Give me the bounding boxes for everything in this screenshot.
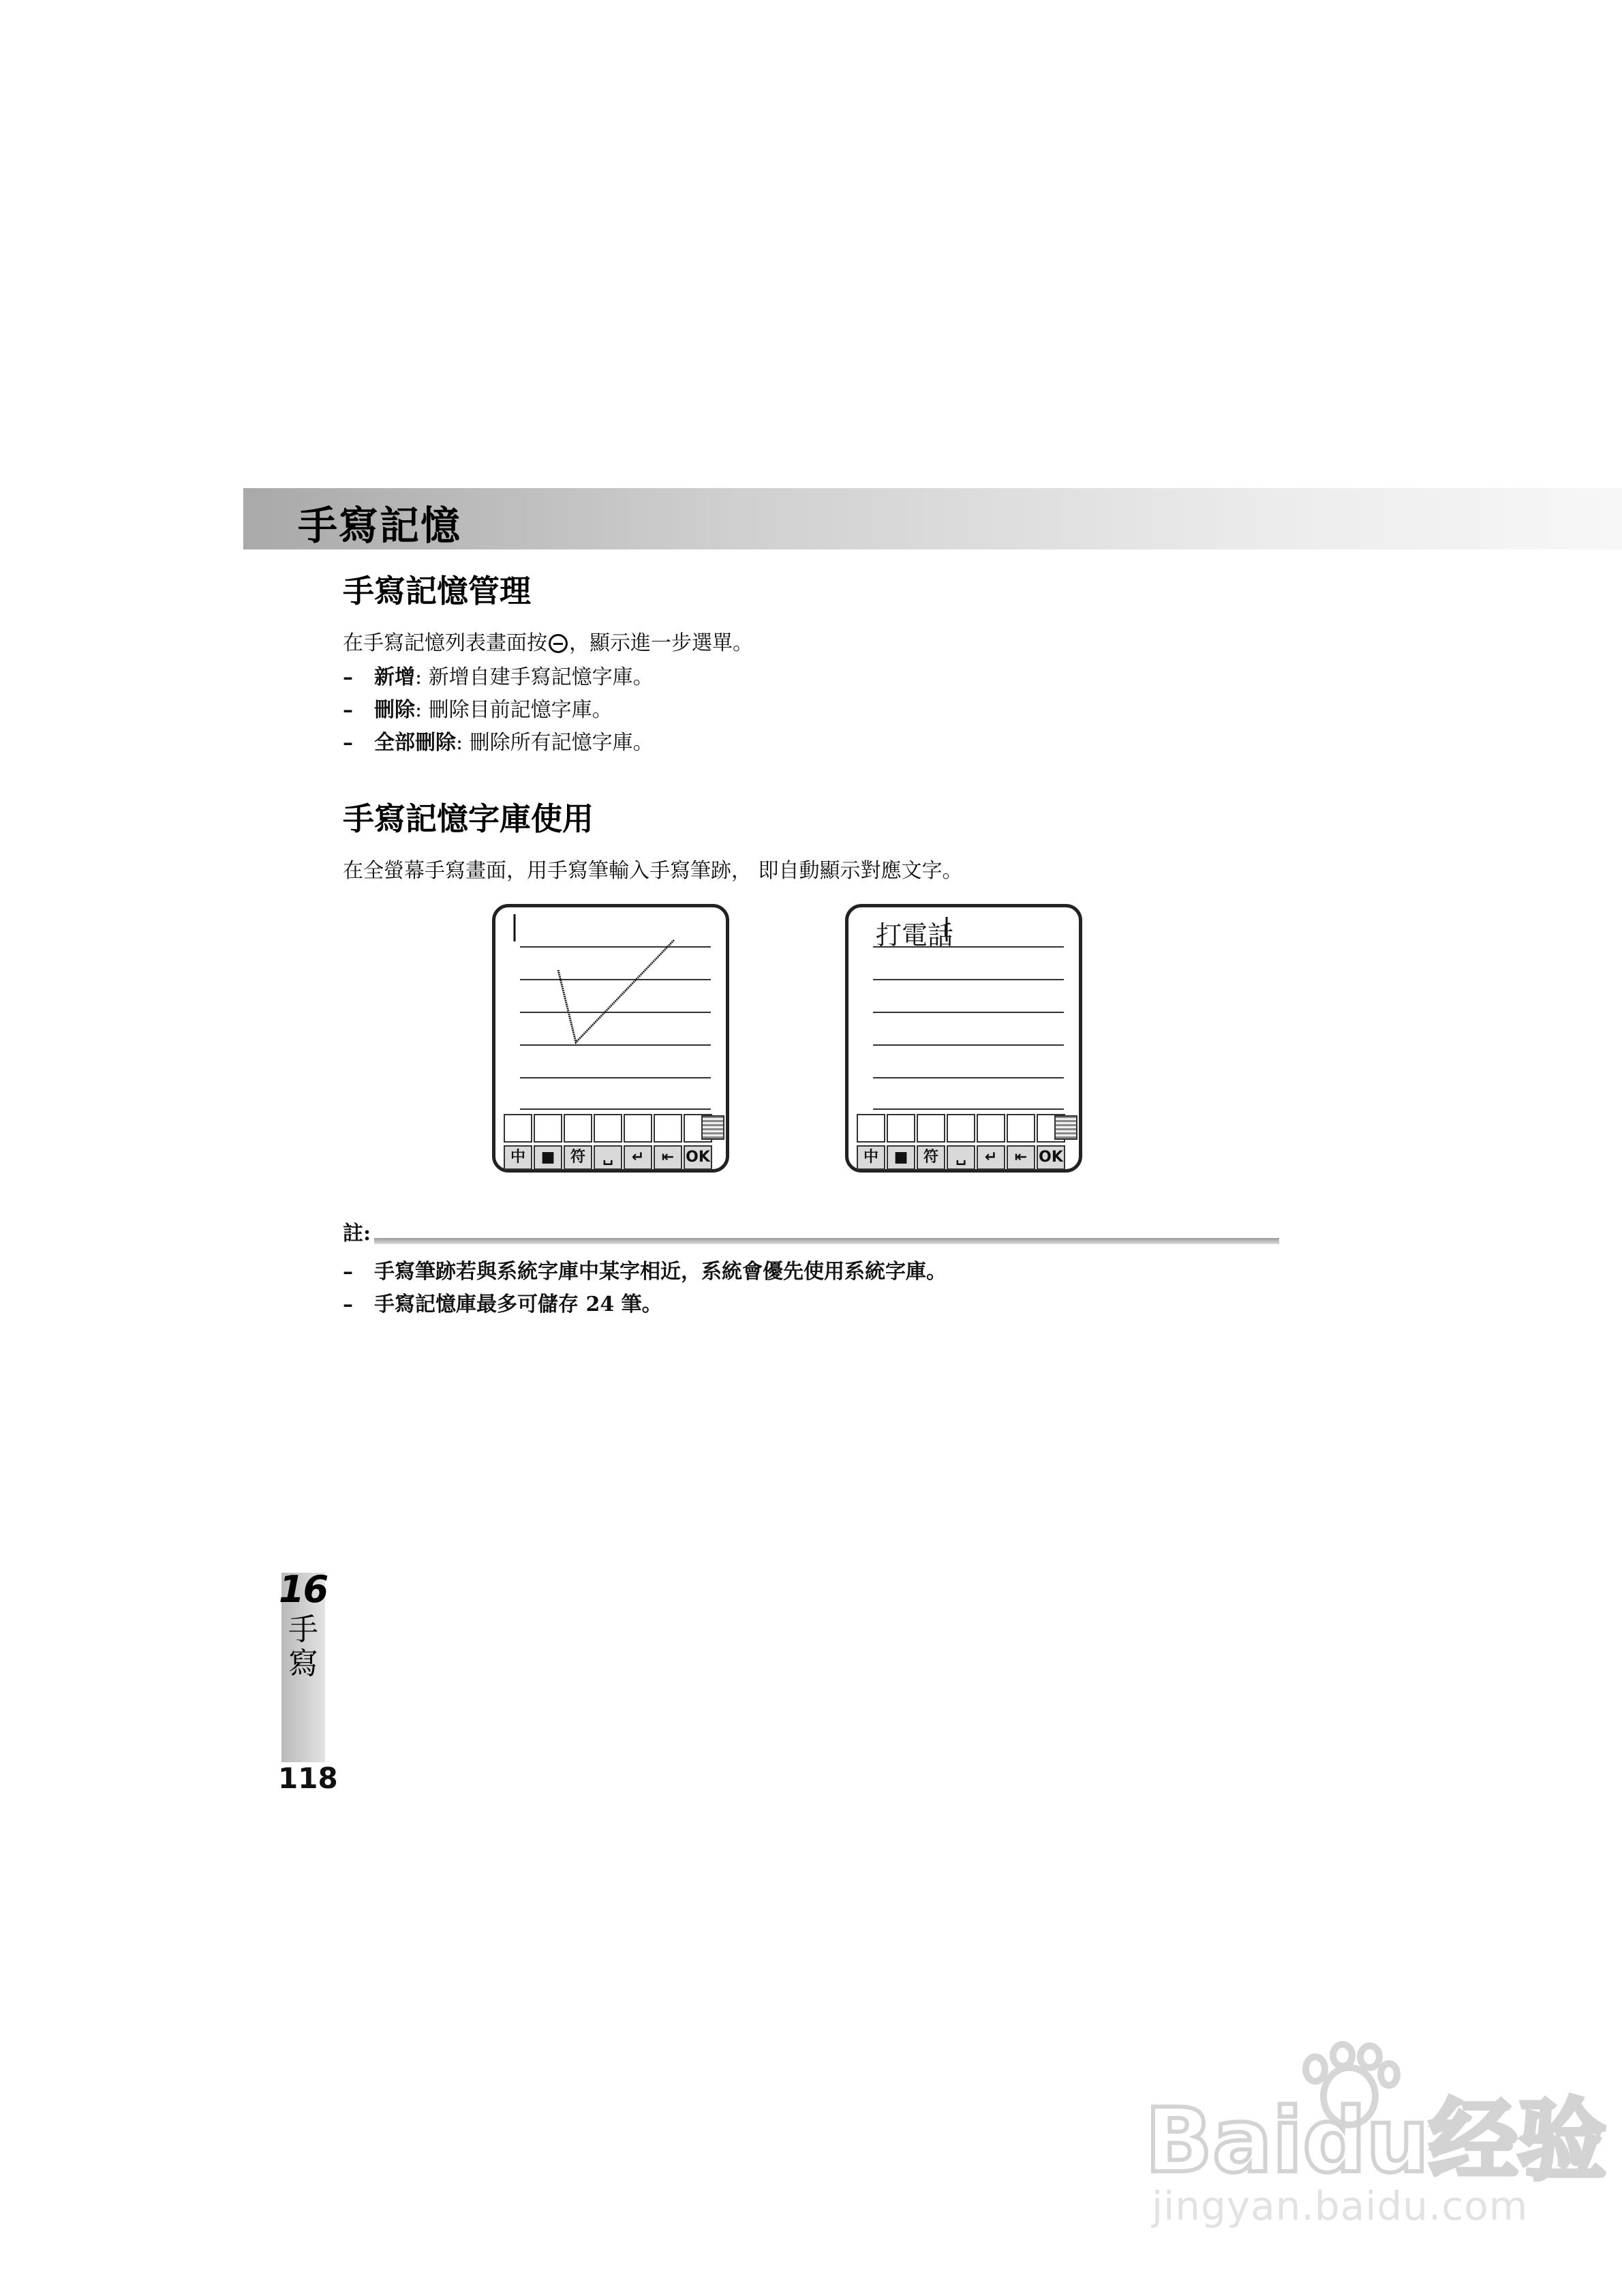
page-number: 118 — [278, 1762, 338, 1795]
recognized-text: 打電話 — [876, 920, 954, 950]
key-space[interactable]: ␣ — [594, 1145, 622, 1170]
key-enter[interactable]: ↵ — [977, 1145, 1005, 1170]
ruled-lines — [495, 907, 733, 1112]
item-term: 新增 — [374, 665, 415, 689]
handwriting-screen-right — [845, 904, 1082, 1173]
key-folder[interactable]: ■ — [534, 1145, 562, 1170]
candidate-cell[interactable] — [977, 1114, 1005, 1143]
manage-heading: 手寫記憶管理 — [343, 573, 531, 609]
candidate-cell[interactable] — [534, 1114, 562, 1143]
grid-icon[interactable] — [701, 1115, 724, 1140]
chapter-number: 16 — [279, 1568, 328, 1611]
candidate-cell[interactable] — [887, 1114, 915, 1143]
candidate-cell[interactable] — [857, 1114, 885, 1143]
note-text: 手寫記憶庫最多可儲存 24 筆。 — [374, 1293, 662, 1316]
key-symbol[interactable]: 符 — [917, 1145, 945, 1170]
manage-intro — [343, 630, 753, 657]
dash: – — [343, 1293, 353, 1316]
handwriting-screen-left — [492, 904, 729, 1173]
key-ok[interactable]: OK — [684, 1145, 712, 1170]
candidate-cell[interactable] — [624, 1114, 652, 1143]
item-desc: : 刪除所有記憶字庫。 — [456, 731, 654, 755]
menu-key-icon — [549, 634, 568, 653]
key-row — [504, 1145, 714, 1171]
item-term: 刪除 — [374, 698, 415, 722]
candidate-cell[interactable] — [654, 1114, 682, 1143]
chapter-name: 手寫 — [288, 1612, 318, 1681]
dash: – — [343, 665, 353, 689]
key-symbol[interactable]: 符 — [564, 1145, 592, 1170]
list-item — [343, 697, 613, 724]
key-chinese[interactable]: 中 — [504, 1145, 532, 1170]
candidate-cell[interactable] — [947, 1114, 975, 1143]
note-item — [343, 1291, 662, 1318]
key-ok[interactable]: OK — [1037, 1145, 1065, 1170]
candidate-cell[interactable] — [1007, 1114, 1035, 1143]
watermark-url: jingyan.baidu.com — [1152, 2183, 1529, 2229]
note-label: 註: — [343, 1222, 371, 1245]
item-desc: : 新增自建手寫記憶字庫。 — [415, 665, 654, 689]
dash: – — [343, 731, 353, 755]
candidate-cell[interactable] — [564, 1114, 592, 1143]
candidate-cell[interactable] — [504, 1114, 532, 1143]
key-folder[interactable]: ■ — [887, 1145, 915, 1170]
candidate-row — [857, 1114, 1067, 1144]
manage-intro-after: ，顯示進一步選單。 — [569, 631, 753, 655]
dash: – — [343, 1260, 353, 1284]
item-desc: : 刪除目前記憶字庫。 — [415, 698, 613, 722]
candidate-row — [504, 1114, 714, 1144]
manage-intro-before: 在手寫記憶列表畫面按 — [343, 631, 547, 655]
list-item — [343, 729, 654, 757]
candidate-cell[interactable] — [594, 1114, 622, 1143]
grid-icon[interactable] — [1054, 1115, 1077, 1140]
key-enter[interactable]: ↵ — [624, 1145, 652, 1170]
handwriting-stroke — [558, 940, 674, 1042]
ruled-lines — [848, 907, 1086, 1112]
item-term: 全部刪除 — [374, 731, 456, 755]
key-backspace[interactable]: ⇤ — [654, 1145, 682, 1170]
key-row — [857, 1145, 1067, 1171]
key-backspace[interactable]: ⇤ — [1007, 1145, 1035, 1170]
candidate-cell[interactable] — [917, 1114, 945, 1143]
usage-heading: 手寫記憶字庫使用 — [343, 800, 594, 837]
usage-intro: 在全螢幕手寫畫面，用手寫筆輸入手寫筆跡， 即自動顯示對應文字。 — [343, 859, 963, 883]
key-space[interactable]: ␣ — [947, 1145, 975, 1170]
dash: – — [343, 698, 353, 722]
note-divider — [374, 1238, 1279, 1244]
note-item — [343, 1258, 947, 1286]
section-title: 手寫記憶 — [298, 502, 462, 549]
watermark-brand: Baidu经验 — [1145, 2089, 1606, 2192]
note-text: 手寫筆跡若與系統字庫中某字相近，系統會優先使用系統字庫。 — [374, 1260, 947, 1284]
key-chinese[interactable]: 中 — [857, 1145, 885, 1170]
list-item — [343, 664, 654, 691]
